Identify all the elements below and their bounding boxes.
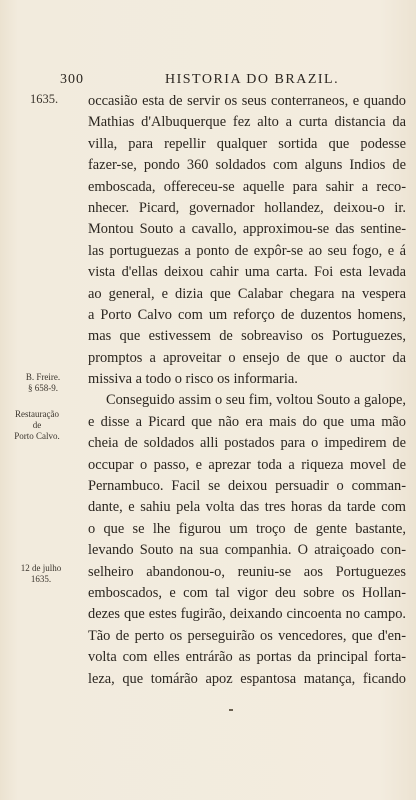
text-line: promptos a aproveitar o ensejo de que o auctor da	[88, 349, 406, 366]
margin-restauracao-line-2: de	[32, 420, 42, 430]
margin-restauracao-line-1: Restauração	[15, 409, 59, 419]
text-line: villa, para repellir qualquer sortida que podesse	[88, 135, 406, 152]
margin-date	[4, 563, 78, 585]
text-line: mas que estivessem de sobreaviso os Portuguezes,	[88, 328, 406, 345]
text-line: cheia de soldados alli postados para o impedirem de	[88, 435, 406, 452]
text-line: Pernambuco. Facil se deixou persuadir o comman-	[88, 478, 406, 495]
text-line: o que se lhe figurou um troço de gente bastante,	[88, 520, 406, 537]
page-number: 300	[60, 72, 84, 87]
margin-reference-line-2: § 658-9.	[28, 383, 58, 393]
page-header	[60, 72, 410, 92]
text-line: Conseguido assim o seu fim, voltou Souto a galope,	[106, 392, 406, 409]
text-line: e disse a Picard que não era mais do que uma mão	[88, 413, 406, 430]
text-line: Mathias d'Albuquerque fez alto a curta distancia da	[88, 114, 406, 131]
margin-date-line-1: 12 de julho	[20, 563, 62, 573]
text-line: Montou Souto a cavallo, approximou-se das sentine-	[88, 221, 406, 238]
text-line: dezes que estes fugirão, deixando cincoenta no campo.	[88, 606, 406, 623]
margin-date-line-2: 1635.	[30, 574, 52, 584]
text-line: dante, e sahiu pela volta das tres horas da tarde com	[88, 499, 406, 516]
text-line: Tão de perto os perseguirão os vencedores, que d'en-	[88, 627, 406, 644]
margin-reference	[6, 372, 80, 394]
end-mark	[229, 709, 233, 711]
text-line: a Porto Calvo com um reforço de duzentos homens,	[88, 306, 406, 323]
text-line: emboscada, offereceu-se aquelle para sahir a reco-	[88, 178, 406, 195]
text-line: occasião esta de servir os seus conterraneos, e quando	[88, 93, 406, 109]
text-line: volta com elles entrárão as portas da principal forta-	[88, 649, 406, 666]
text-line: vista d'ellas deixou cahir uma carta. Foi esta levada	[88, 264, 406, 281]
text-line: missiva a todo o risco os informaria.	[88, 371, 298, 388]
text-line: selheiro abandonou-o, reuniu-se aos Portuguezes	[88, 563, 406, 580]
text-line: las portuguezas a ponto de expôr-se ao seu fogo, e á	[88, 242, 406, 259]
margin-restauracao-line-3: Porto Calvo.	[14, 431, 60, 441]
text-line: occupar o passo, e aprezar toda a riqueza movel de	[88, 456, 406, 473]
running-title: HISTORIA DO BRAZIL.	[165, 72, 340, 87]
text-line: nhecer. Picard, governador hollandez, deixou-o ir.	[88, 199, 406, 216]
text-line: ao general, e dizia que Calabar chegara na vespera	[88, 285, 406, 302]
text-line: levando Souto na sua companhia. O atraiçoado con-	[88, 542, 406, 559]
margin-restauracao	[0, 409, 74, 442]
body-text	[88, 91, 406, 690]
text-line: fazer-se, pondo 360 soldados com alguns Indios de	[88, 157, 406, 174]
margin-reference-line-1: B. Freire.	[25, 372, 61, 382]
text-line: leza, que tomárão apoz espantosa matança, ficando	[88, 670, 406, 687]
margin-year: 1635.	[30, 92, 59, 106]
text-line: emboscados, e com tal vigor deu sobre os Hollan-	[88, 584, 406, 601]
